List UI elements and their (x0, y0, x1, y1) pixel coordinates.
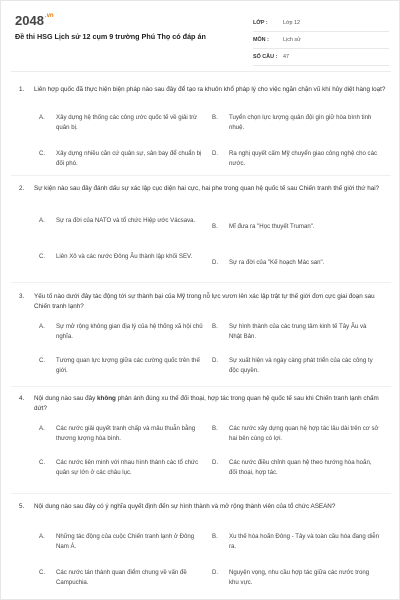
question-number: 2. (19, 185, 25, 192)
document-header (1, 1, 400, 71)
option-letter: C. (39, 459, 46, 466)
option-text: Sự xuất hiện và ngày càng phát triển của các công ty độc quyền. (229, 357, 373, 374)
question-text: Yếu tố nào dưới đây tác động tới sự thành bại của Mỹ trong nỗ lực vươn lên xác lập trật tự thế giới đơn cực giai đoạn sau Chiến tranh lạnh? (34, 293, 375, 310)
meta-value: Lớp 12 (283, 20, 301, 26)
question-text-part: Nội dung nào sau đây (34, 395, 98, 402)
meta-label: SỐ CÂU : (253, 54, 278, 60)
option-text: Ra nghị quyết cấm Mỹ chuyển giao công nghệ cho các nước. (229, 150, 378, 167)
option-text: Xây dựng hệ thống các công ước quốc tế về giải trừ quân bị. (56, 114, 198, 131)
question-number: 1. (19, 86, 25, 93)
option-letter: C. (39, 569, 46, 576)
option-text: Tuyển chọn lực lượng quân đội gìn giữ hòa bình tinh nhuệ. (229, 114, 372, 131)
meta-label: LỚP : (253, 20, 268, 26)
meta-row-count (253, 49, 389, 66)
meta-row-subject (253, 32, 389, 49)
option-letter: D. (212, 569, 219, 576)
option-text: Các nước xây dựng quan hệ hợp tác lâu dài trên cơ sở hai bên cùng có lợi. (229, 425, 379, 442)
exam-meta-table (253, 15, 389, 66)
meta-value: 47 (283, 54, 289, 60)
question-text-emphasis: không (97, 395, 116, 402)
meta-label: MÔN : (253, 37, 269, 43)
option-text: Các nước điều chỉnh quan hệ theo hướng hòa hoãn, đối thoại, hợp tác. (229, 459, 372, 476)
option-text: Sự hình thành của các trung tâm kinh tế Tây Âu và Nhật Bản. (229, 323, 367, 340)
site-logo[interactable] (15, 13, 54, 28)
logo-suffix: .vn (44, 13, 54, 19)
option-letter: B. (212, 425, 218, 432)
option-text: Những tác động của cuộc Chiến tranh lạnh ở Đông Nam Á. (56, 533, 195, 550)
option-text: Tương quan lực lượng giữa các cường quốc trên thế giới. (56, 357, 200, 374)
logo-main: 2048 (15, 13, 44, 28)
question-divider (11, 282, 391, 283)
option-letter: A. (39, 114, 45, 121)
option-letter: D. (212, 357, 219, 364)
option-letter: D. (212, 150, 219, 157)
option-text: Sự mở rộng không gian địa lý của hệ thống xã hội chủ nghĩa. (56, 323, 203, 340)
option-text: Nguyện vọng, nhu cầu hợp tác giữa các nước trong khu vực. (229, 569, 370, 586)
option-letter: B. (212, 323, 218, 330)
page-title: Đề thi HSG Lịch sử 12 cụm 9 trường Phú Thọ có đáp án (15, 32, 206, 41)
option-text: Các nước liên minh với nhau hình thành các tổ chức quân sự lớn ở các châu lục. (56, 459, 199, 476)
option-text: Sự ra đời của NATO và tổ chức Hiệp ước Vácsava. (56, 217, 196, 224)
option-letter: A. (39, 217, 45, 224)
option-letter: D. (212, 459, 219, 466)
option-text: Liên Xô và các nước Đông Âu thành lập khối SEV. (56, 253, 193, 260)
question-text: Sự kiện nào sau đây đánh dấu sự xác lập cục diện hai cực, hai phe trong quan hệ quốc tế sau Chiến tranh thế giới thứ hai? (34, 185, 380, 192)
option-letter: B. (212, 223, 218, 230)
option-text: Các nước tán thành quan điểm chung về vấn đề Campuchia. (56, 569, 187, 586)
question-divider (11, 175, 391, 176)
option-letter: D. (212, 259, 219, 266)
option-letter: C. (39, 357, 46, 364)
option-letter: A. (39, 533, 45, 540)
option-text: Sự ra đời của "Kế hoạch Mác san". (229, 259, 325, 266)
meta-row-class (253, 15, 389, 32)
question-text (34, 394, 389, 414)
option-text: Xây dựng nhiều căn cứ quân sự, sân bay để chuẩn bị đối phó. (56, 150, 202, 167)
option-letter: B. (212, 114, 218, 121)
question-number: 5. (19, 503, 25, 510)
question-divider (11, 493, 391, 494)
option-text: Mĩ đưa ra "Học thuyết Truman". (229, 223, 315, 230)
option-letter: A. (39, 425, 45, 432)
question-text: Nội dung nào sau đây có ý nghĩa quyết định đến sự hình thành và mở rộng thành viên của tổ chức ASEAN? (34, 503, 336, 510)
question-number: 4. (19, 395, 25, 402)
header-divider (11, 71, 391, 72)
option-text: Xu thế hòa hoãn Đông - Tây và toàn cầu hóa đang diễn ra. (229, 533, 379, 550)
option-letter: C. (39, 253, 46, 260)
question-number: 3. (19, 293, 25, 300)
question-text-part: phản ánh đúng xu thế đối thoại, hợp tác trong quan hệ quốc tế sau khi Chiến tranh lạnh chấm dứt? (34, 395, 379, 412)
meta-value: Lịch sử (283, 37, 301, 43)
question-divider (11, 386, 391, 387)
option-letter: A. (39, 323, 45, 330)
option-text: Các nước giải quyết tranh chấp và mâu thuẫn bằng thương lượng hòa bình. (56, 425, 196, 442)
question-text: Liên hợp quốc đã thực hiện biện pháp nào sau đây để tạo ra khuôn khổ pháp lý cho việc ngăn chặn vũ khí hủy diệt hàng loạt? (34, 86, 386, 93)
option-letter: C. (39, 150, 46, 157)
option-letter: B. (212, 533, 218, 540)
